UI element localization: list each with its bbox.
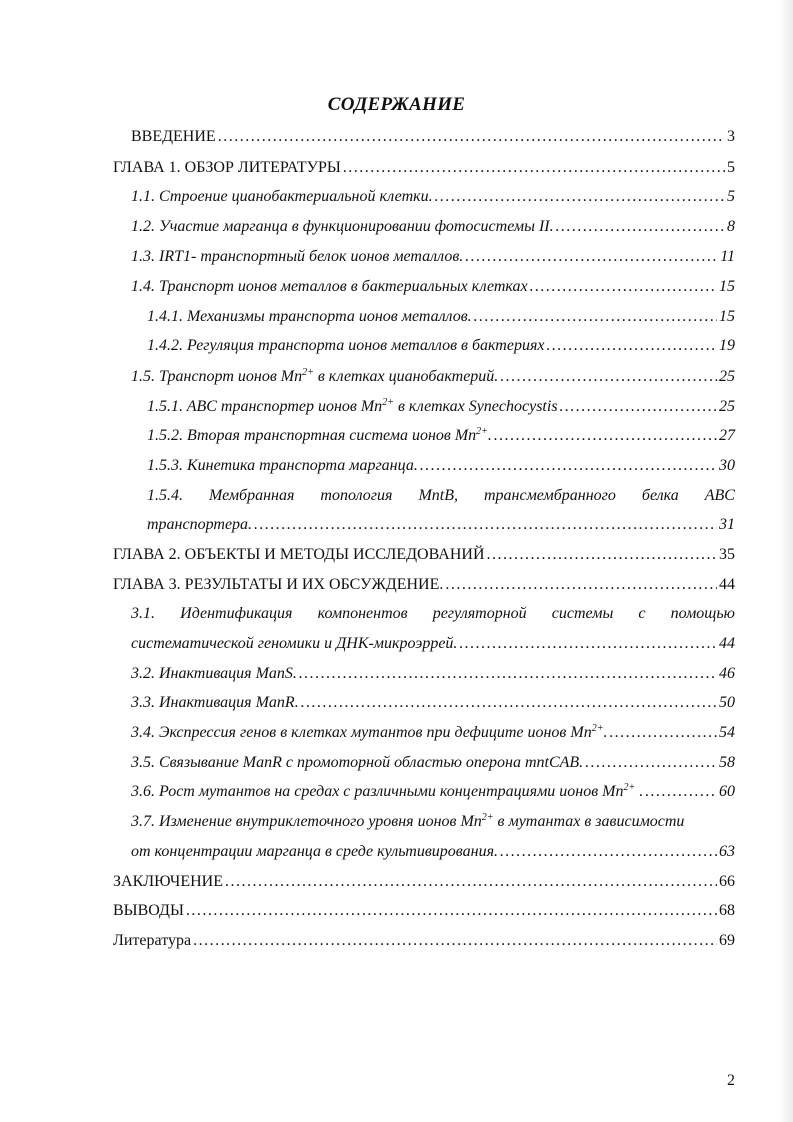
toc-entry-page: 30 [719,457,735,474]
toc-entry-page: 35 [719,546,735,563]
toc-entry-label: 3.5. Связывание ManR с промоторной областью оперона mntCAB. [131,754,584,771]
toc-entry-3-1-line1[interactable] [131,603,735,625]
toc-entry-page: 27 [719,427,735,444]
toc-entry-page: 58 [719,754,735,771]
toc-entry-1-4-1[interactable] [147,306,735,328]
toc-entry-label: ГЛАВА 3. РЕЗУЛЬТАТЫ И ИХ ОБСУЖДЕНИЕ. [113,576,444,593]
toc-entry-page: 60 [719,783,735,800]
toc-entry-label: от концентрации марганца в среде культивирования. [131,843,498,860]
leader-dots [254,514,717,536]
toc-entry-label: транспортера. [147,516,253,533]
toc-entry-page: 5 [727,188,735,205]
toc-entry-literature[interactable] [113,930,735,952]
toc-entry-page: 44 [719,635,735,652]
toc-entry-label: 1.4.1. Механизмы транспорта ионов металлов. [147,308,472,325]
leader-dots [487,544,718,566]
leader-dots [494,425,717,447]
toc-entry-page: 19 [719,337,735,354]
word: 1.5.4. [147,487,183,504]
word: 3.1. [131,605,155,622]
toc-entry-page: 46 [719,665,735,682]
leader-dots [420,455,717,477]
toc-entry-label: 1.5.3. Кинетика транспорта марганца. [147,457,418,474]
toc-entry-page: 31 [719,516,735,533]
leader-dots [556,216,725,238]
toc-entry-page: 15 [719,308,735,325]
leader-dots [445,574,717,596]
toc-entry-page: 5 [727,159,735,176]
toc-entry-label: Литература [113,932,192,949]
toc-entry-intro[interactable] [131,126,735,148]
toc-entry-3-7-line1[interactable] [131,811,735,833]
toc-entry-label: 1.2. Участие марганца в функционировании фотосистемы II. [131,218,554,235]
leader-dots [500,366,717,388]
word: системы [551,605,614,622]
toc-entry-1-1[interactable] [131,186,735,208]
toc-entry-1-5-1[interactable] [147,396,735,418]
scan-shadow-edge [779,0,793,1122]
leader-dots [585,752,717,774]
toc-entry-label: ВВЕДЕНИЕ [131,128,216,145]
toc-entry-page: 50 [719,694,735,711]
toc-entry-1-5-4-line1[interactable] [147,485,735,507]
leader-dots [186,900,717,922]
toc-entry-label: ГЛАВА 2. ОБЪЕКТЫ И МЕТОДЫ ИССЛЕДОВАНИЙ [113,546,485,563]
toc-entry-label: 1.5.1. ABC транспортер ионов $Mn^{2+}$ в клетках Synechocystis [147,397,558,415]
word: Мембранная [209,487,295,504]
toc-entry-findings[interactable] [113,900,735,922]
toc-entry-3-4[interactable] [131,722,735,744]
leader-dots [299,663,717,685]
toc-entry-3-2[interactable] [131,663,735,685]
toc-entry-conclusion[interactable] [113,871,735,893]
toc-entry-page: 11 [720,248,735,265]
toc-entry-3-6[interactable] [131,781,735,803]
leader-dots [343,157,725,179]
toc-entry-page: 8 [727,218,735,235]
toc-entry-page: 69 [719,932,735,949]
toc-entry-1-4[interactable] [131,276,735,298]
toc-entry-page: 3 [727,128,735,145]
toc-entry-label: 1.1. Строение цианобактериальной клетки. [131,188,433,205]
leader-dots [560,396,717,418]
leader-dots [459,633,717,655]
toc-entry-label: 1.5.2. Вторая транспортная система ионов $Mn^{2+}$. [147,426,492,444]
word: регуляторной [432,605,527,622]
word: белка [641,487,679,504]
toc-entry-label: 3.4. Экспрессия генов в клетках мутантов при дефиците ионов $Mn^{2+}$. [131,723,608,741]
leader-dots [645,781,717,803]
toc-entry-label: ВЫВОДЫ [113,902,184,919]
leader-dots [435,186,725,208]
toc-entry-1-5[interactable] [131,366,735,388]
toc-entry-label: 3.6. Рост мутантов на средах с различными концентрациями ионов $Mn^{2+}$ . [131,782,644,800]
toc-entry-chapter-3[interactable] [113,574,735,596]
word: ABC [704,487,735,504]
toc-entry-1-5-2[interactable] [147,425,735,447]
toc-entry-label: 1.3. IRT1- транспортный белок ионов металлов. [131,248,464,265]
toc-entry-1-5-4[interactable] [147,514,735,536]
toc-entry-3-7[interactable] [131,841,735,863]
word: топология [320,487,393,504]
page-title: СОДЕРЖАНИЕ [327,94,466,115]
toc-entry-label: 3.3. Инактивация ManR. [131,694,299,711]
leader-dots [530,276,717,298]
toc-entry-label: 1.5. Транспорт ионов $Mn^{2+}$ в клетках цианобактерий. [131,367,499,385]
word: Идентификация [180,605,293,622]
toc-entry-label: ГЛАВА 1. ОБЗОР ЛИТЕРАТУРЫ [113,159,341,176]
toc-entry-label: 1.4.2. Регуляция транспорта ионов металлов в бактериях [147,337,545,354]
word: MntB, [418,487,458,504]
word: с [638,605,646,622]
toc-entry-page: 25 [719,368,735,385]
leader-dots [193,930,717,952]
leader-dots [218,126,725,148]
toc-entry-3-3[interactable] [131,692,735,714]
toc-entry-1-5-3[interactable] [147,455,735,477]
toc-entry-3-1[interactable] [131,633,735,655]
toc-entry-page: 15 [719,278,735,295]
toc-entry-1-3[interactable] [131,246,735,268]
toc-entry-page: 54 [719,724,735,741]
toc-entry-1-2[interactable] [131,216,735,238]
leader-dots [225,871,717,893]
toc-entry-label: 3.2. Инактивация ManS. [131,665,297,682]
word: компонентов [317,605,408,622]
toc-entry-label: систематической геномики и ДНК-микроэррей. [131,635,458,652]
toc-entry-1-4-2[interactable] [147,335,735,357]
word: помощью [670,605,735,622]
toc-entry-page: 68 [719,902,735,919]
toc-entry-page: 25 [719,398,735,415]
toc-entry-chapter-2[interactable] [113,544,735,566]
leader-dots [546,335,717,357]
toc-entry-chapter-1[interactable] [113,157,735,179]
toc-entry-label: ЗАКЛЮЧЕНИЕ [113,873,223,890]
leader-dots [500,841,717,863]
page-number: 2 [727,1072,735,1089]
toc-entry-label: 1.4. Транспорт ионов металлов в бактериальных клетках [131,278,528,295]
toc-entry-page: 44 [719,576,735,593]
leader-dots [474,306,717,328]
toc-entry-label: 3.7. Изменение внутриклеточного уровня ионов $Mn^{2+}$ в мутантах в зависимости [131,812,685,830]
leader-dots [465,246,718,268]
leader-dots [301,692,717,714]
leader-dots [609,722,717,744]
toc-entry-3-5[interactable] [131,752,735,774]
toc-entry-page: 63 [719,843,735,860]
word: трансмембранного [484,487,616,504]
toc-entry-page: 66 [719,873,735,890]
